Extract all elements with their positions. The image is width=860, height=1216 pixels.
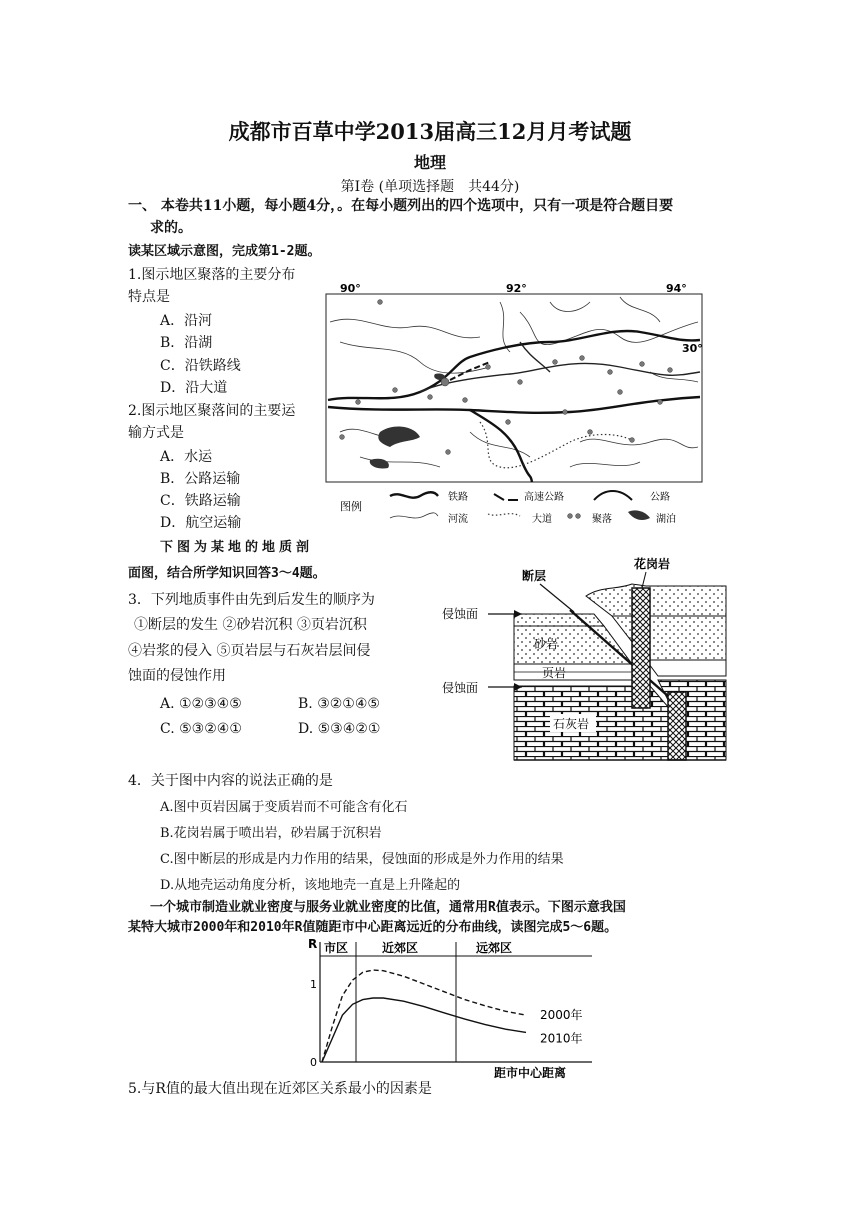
q2-option-d: D．航空运输 — [160, 515, 242, 531]
section-heading: 第Ⅰ卷 (单项选择题 共44分) — [340, 179, 520, 195]
legend-trail-sample — [488, 514, 520, 516]
subject-title: 地理 — [413, 153, 446, 172]
q3-option-c: C. ⑤③②④① — [160, 721, 242, 737]
lat-label-30: 30° — [682, 342, 703, 355]
legend-river: 河流 — [448, 514, 468, 524]
series-line-2000年 — [322, 970, 526, 1062]
legend-lake: 湖泊 — [656, 514, 676, 524]
zone-label-outer-suburb: 远郊区 — [476, 941, 513, 955]
sandstone-layer-right — [612, 616, 726, 660]
group1-intro: 读某区域示意图，完成第1-2题。 — [128, 244, 321, 259]
legend-settlement: 聚落 — [592, 514, 612, 524]
series-line-2010年 — [322, 998, 526, 1062]
q2-stem-line1: 2.图示地区聚落间的主要运 — [128, 403, 296, 419]
group2-intro-line2: 面图，结合所学知识回答3～4题。 — [128, 566, 326, 581]
x-axis-label: 距市中心距离 — [494, 1066, 567, 1080]
q4-option-a: A.图中页岩因属于变质岩而不可能含有化石 — [160, 800, 408, 815]
map-legend — [340, 490, 676, 524]
y-axis-label: R — [308, 937, 318, 951]
series-label-2000年: 2000年 — [540, 1008, 583, 1023]
page-title: 成都市百草中学2013届高三12月月考试题 — [228, 119, 632, 144]
q2-stem-line2: 输方式是 — [128, 425, 184, 441]
r-value-chart — [300, 934, 600, 1080]
label-granite: 花岗岩 — [634, 557, 671, 571]
label-shale: 页岩 — [542, 666, 567, 680]
q2-option-c: C．铁路运输 — [160, 493, 241, 509]
lon-label-94: 94° — [666, 282, 687, 295]
legend-highway: 高速公路 — [524, 492, 564, 503]
y-tick-1: 1 — [310, 978, 317, 991]
legend-highway-sample — [494, 494, 518, 500]
q4-option-b: B.花岗岩属于喷出岩，砂岩属于沉积岩 — [160, 826, 382, 841]
label-erosion-surface-1: 侵蚀面 — [442, 607, 479, 621]
geologic-section — [436, 556, 736, 762]
q4-option-d: D.从地壳运动角度分析，该地地壳一直是上升隆起的 — [160, 878, 461, 893]
group3-intro-line2: 某特大城市2000年和2010年R值随距市中心距离远近的分布曲线，读图完成5～6题。 — [128, 920, 618, 935]
zone-label-inner-suburb: 近郊区 — [382, 941, 419, 955]
q4-option-c: C.图中断层的形成是内力作用的结果，侵蚀面的形成是外力作用的结果 — [160, 852, 564, 867]
legend-title: 图例 — [340, 500, 362, 513]
part-instruction-line2: 求的。 — [150, 220, 192, 236]
legend-railway-sample — [390, 492, 438, 498]
q3-stem: 3．下列地质事件由先到后发生的顺序为 — [128, 592, 375, 608]
part-instruction-line1: 一、 本卷共11小题，每小题4分，。在每小题列出的四个选项中，只有一项是符合题目要 — [128, 198, 674, 214]
granite-dike-lower — [668, 692, 686, 760]
group3-intro-line1: 一个城市制造业就业密度与服务业就业密度的比值，通常用R值表示。下图示意我国 — [150, 900, 626, 915]
legend-settlement-dot2 — [576, 514, 581, 519]
y-tick-0: 0 — [310, 1056, 317, 1069]
legend-lake-sample — [628, 510, 650, 520]
label-erosion-surface-2: 侵蚀面 — [442, 681, 479, 695]
group2-intro-line1: 下图为某地的地质剖 — [160, 540, 314, 555]
q1-stem-line1: 1.图示地区聚落的主要分布 — [128, 267, 296, 283]
series-label-2010年: 2010年 — [540, 1031, 583, 1046]
legend-river-sample — [390, 513, 438, 518]
q4-stem: 4．关于图中内容的说法正确的是 — [128, 773, 333, 789]
lon-label-92: 92° — [506, 282, 527, 295]
map-frame — [326, 294, 702, 482]
q1-option-b: B．沿湖 — [160, 335, 213, 351]
q3-events-line2: ④岩浆的侵入 ⑤页岩层与石灰岩层间侵 — [128, 643, 371, 659]
q5-stem: 5.与R值的最大值出现在近郊区关系最小的因素是 — [128, 1081, 432, 1097]
label-fault: 断层 — [522, 569, 547, 583]
q1-option-d: D．沿大道 — [160, 380, 228, 396]
top-layer-left — [514, 614, 604, 626]
q1-option-c: C．沿铁路线 — [160, 358, 241, 374]
label-sandstone: 砂岩 — [534, 637, 559, 651]
legend-settlement-dot1 — [568, 514, 573, 519]
legend-railway: 铁路 — [448, 492, 468, 503]
q3-events-line1: ①断层的发生 ②砂岩沉积 ③页岩沉积 — [134, 617, 367, 633]
regional-map — [320, 282, 710, 524]
q2-option-a: A．水运 — [160, 449, 213, 465]
zone-label-urban: 市区 — [324, 941, 349, 955]
legend-road-sample — [594, 491, 632, 500]
q1-stem-line2: 特点是 — [128, 289, 170, 305]
label-limestone: 石灰岩 — [553, 717, 590, 731]
q3-events-line3: 蚀面的侵蚀作用 — [128, 668, 226, 684]
q1-option-a: A．沿河 — [160, 313, 213, 329]
q3-option-b: B. ③②①④⑤ — [298, 696, 380, 712]
top-layer-right — [586, 584, 726, 616]
granite-dike-upper — [632, 588, 650, 708]
legend-trail: 大道 — [532, 514, 552, 524]
lon-label-90: 90° — [340, 282, 361, 295]
legend-road: 公路 — [650, 492, 670, 503]
shale-layer-right — [646, 660, 726, 676]
sandstone-layer-left — [514, 626, 632, 664]
fault-pointer — [540, 584, 574, 612]
q2-option-b: B．公路运输 — [160, 471, 241, 487]
q3-option-d: D. ⑤③④②① — [298, 721, 381, 737]
q3-option-a: A. ①②③④⑤ — [160, 696, 242, 712]
